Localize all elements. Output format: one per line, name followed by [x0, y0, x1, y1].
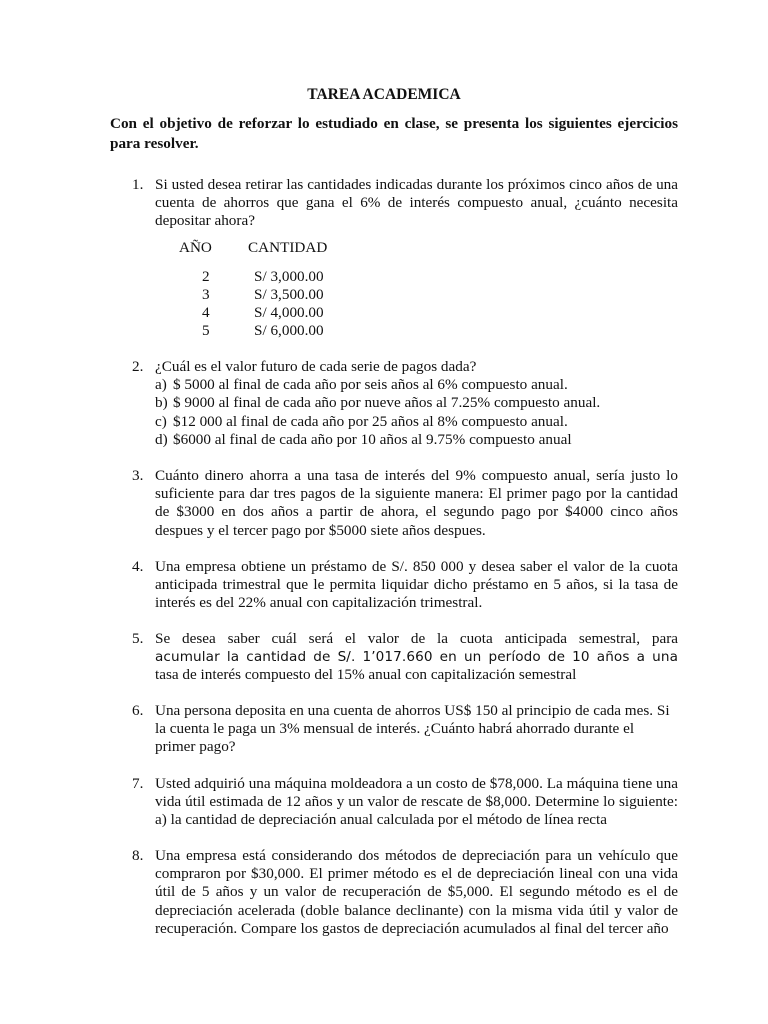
problem-8: [110, 847, 678, 938]
sub-item-label: a): [155, 376, 167, 394]
table-header-year: AÑO: [179, 239, 212, 256]
table-cell-year: 2: [202, 268, 210, 285]
problem-number: 6.: [132, 702, 144, 719]
sub-item: [155, 431, 678, 449]
problem-7: [110, 775, 678, 830]
sub-item-text: $ 9000 al final de cada año por nueve años al 7.25% compuesto anual.: [173, 394, 601, 412]
problem-text: Una persona deposita en una cuenta de ahorros US$ 150 al principio de cada mes. Si la cuenta le paga un 3% mensual de interés. ¿Cuánto habrá ahorrado durante el primer pago?: [155, 702, 670, 756]
table-cell-amount: S/ 4,000.00: [254, 304, 324, 321]
problem-number: 7.: [132, 775, 144, 792]
problem-body: [155, 630, 678, 685]
table-cell-year: 5: [202, 322, 210, 339]
problem-text: ¿Cuál es el valor futuro de cada serie de pagos dada?: [155, 358, 477, 375]
problem-5: [110, 630, 678, 685]
sub-item-text: $6000 al final de cada año por 10 años al 9.75% compuesto anual: [173, 430, 572, 448]
problem-number: 4.: [132, 558, 144, 575]
problem-1: [110, 176, 678, 231]
table-cell-amount: S/ 3,500.00: [254, 286, 324, 303]
sub-item: [155, 376, 678, 394]
problem-text: Una empresa obtiene un préstamo de S/. 850 000 y desea saber el valor de la cuota anticipada trimestral que le permita liquidar dicho préstamo en 5 años, si la tasa de interés es del 22% anual con capitalización trimestral.: [155, 558, 678, 612]
sub-item: [155, 394, 678, 412]
problem-text: Si usted desea retirar las cantidades indicadas durante los próximos cinco años de una cuenta de ahorros que gana el 6% de interés compuesto anual, ¿cuánto necesita depositar ahora?: [155, 176, 678, 230]
table-cell-amount: S/ 6,000.00: [254, 322, 324, 339]
page-title: TAREA ACADEMICA: [307, 86, 461, 103]
problem-2: [110, 358, 678, 449]
problem-body: [155, 358, 678, 449]
problem-number: 2.: [132, 358, 144, 375]
table-header-amount: CANTIDAD: [248, 239, 328, 256]
problem-text: Una empresa está considerando dos métodos de depreciación para un vehículo que compraron por $30,000. El primer método es el de depreciación lineal con una vida útil de 5 años y un valor de recuperación de $5,000. El segundo método es el de depreciación acelerada (doble balance declinante) con la misma vida útil y valor de recuperación. Compare los gastos de depreciación acumulados al final del tercer año: [155, 847, 678, 937]
problem-number: 5.: [132, 630, 144, 647]
intro-paragraph: Con el objetivo de reforzar lo estudiado en clase, se presenta los siguientes ejercicios para resolver.: [110, 115, 678, 152]
problem-text: Usted adquirió una máquina moldeadora a un costo de $78,000. La máquina tiene una vida útil estimada de 12 años y un valor de rescate de $8,000. Determine lo siguiente: a) la cantidad de depreciación anual calculada por el método de línea recta: [155, 775, 678, 829]
problem-text-line: Se desea saber cuál será el valor de la cuota anticipada semestral, para: [155, 630, 678, 647]
sub-item-label: c): [155, 412, 167, 430]
sub-item-label: d): [155, 430, 168, 448]
sub-item-text: $12 000 al final de cada año por 25 años al 8% compuesto anual.: [173, 412, 568, 430]
problem-number: 1.: [132, 176, 144, 193]
table-cell-year: 4: [202, 304, 210, 321]
problem-6: [110, 702, 678, 757]
problem-text-line: tasa de interés compuesto del 15% anual con capitalización semestral: [155, 666, 577, 684]
table-cell-amount: S/ 3,000.00: [254, 268, 324, 285]
sub-item-text: $ 5000 al final de cada año por seis años al 6% compuesto anual.: [173, 376, 568, 394]
problem-number: 8.: [132, 847, 144, 864]
problem-4: [110, 558, 678, 613]
problem-text-line: acumular la cantidad de S/. 1’017.660 en un período de 10 años a una: [155, 649, 678, 666]
problem-3: [110, 467, 678, 540]
sub-item: [155, 413, 678, 431]
sub-item-label: b): [155, 394, 168, 412]
problem-number: 3.: [132, 467, 144, 484]
table-cell-year: 3: [202, 286, 210, 303]
problem-text: Cuánto dinero ahorra a una tasa de interés del 9% compuesto anual, sería justo lo suficiente para dar tres pagos de la siguiente manera: El primer pago por la cantidad de $3000 en dos años a partir de ahora, el segundo pago por $4000 cinco años despues y el tercer pago por $5000 siete años despues.: [155, 467, 678, 539]
